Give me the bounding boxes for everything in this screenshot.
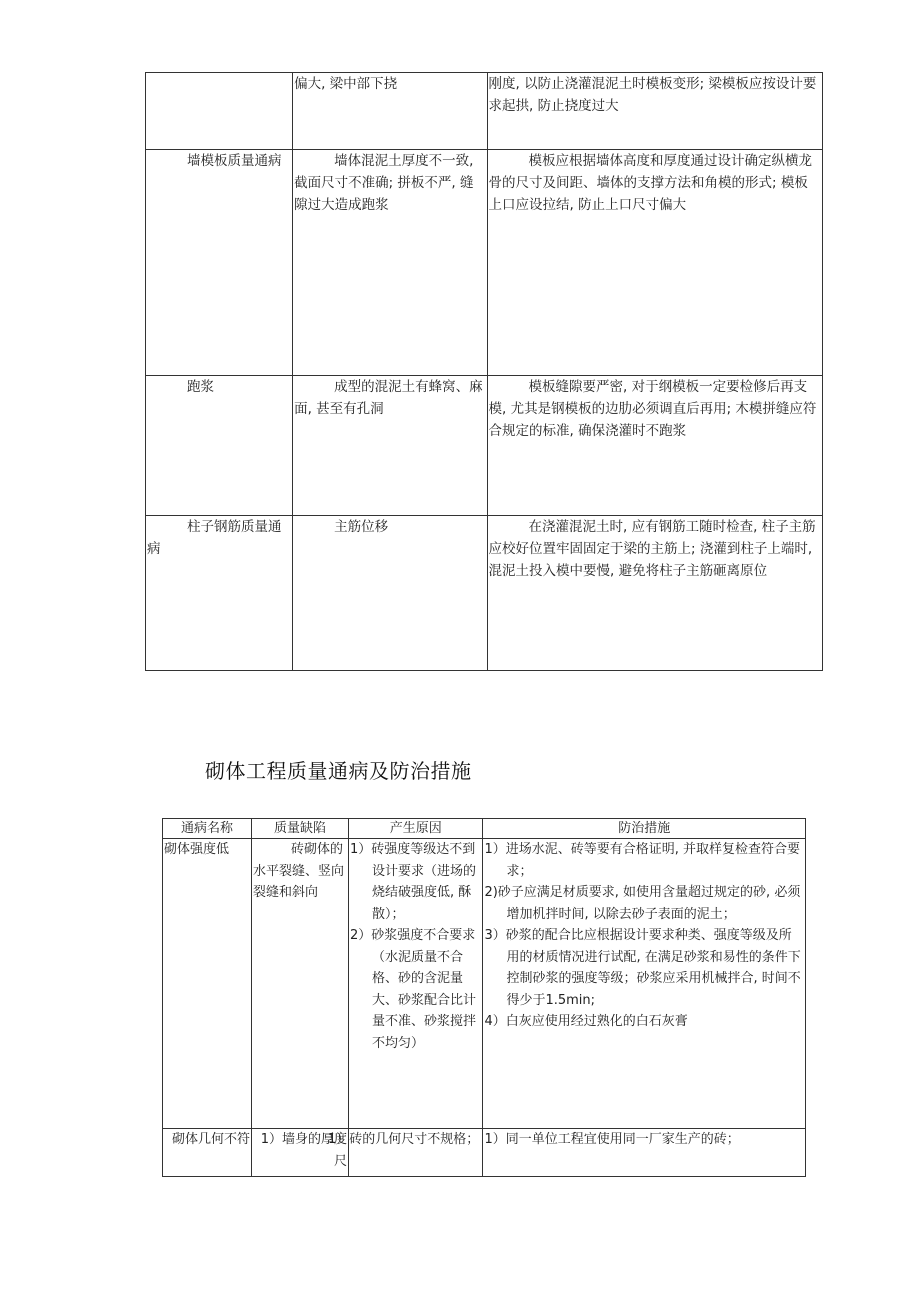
defect-name-text: 跑浆 [187, 379, 214, 395]
formwork-defects-table [145, 72, 823, 671]
column-header: 防治措施 [483, 819, 806, 839]
defect-description-cell: 偏大, 梁中部下挠 [293, 73, 487, 150]
defect-description-cell: 1）墙身的厚度尺 [251, 1129, 348, 1177]
table-row [163, 839, 806, 1129]
defect-name-cell: 砌体几何不符 [163, 1129, 252, 1177]
prevention-measure-text: 在浇灌混泥土时, 应有钢筋工随时检查, 柱子主筋应校好位置牢固固定于梁的主筋上; 浇灌到柱子上端时, 混泥土投入模中要慢, 避免将柱子主筋砸离原位 [488, 519, 816, 579]
cause-cell [349, 839, 483, 1129]
defect-description-text: 主筋位移 [334, 519, 389, 535]
prevention-measure-cell [487, 376, 823, 516]
prevention-measure-text: 模板缝隙要严密, 对于纲模板一定要检修后再支模, 尤其是钢模板的边肋必须调直后再用; 木模拼缝应符合规定的标准, 确保浇灌时不跑浆 [488, 379, 817, 439]
prevention-measure-cell [487, 516, 823, 671]
defect-name-cell [146, 73, 293, 150]
defect-description-text: 砖砌体的水平裂缝、竖向裂缝和斜向 [252, 842, 344, 900]
defect-description-cell [293, 150, 487, 376]
defect-name-cell [146, 516, 293, 671]
masonry-defects-table [162, 818, 806, 1177]
defect-name-cell: 砌体强度低 [163, 839, 252, 1129]
measure-item: 1）进场水泥、砖等要有合格证明, 并取样复检查符合要求； [484, 842, 800, 879]
table-row [146, 516, 823, 671]
defect-description-cell [293, 516, 487, 671]
measure-item: 4）白灰应使用经过熟化的白石灰膏 [484, 1014, 688, 1029]
defect-name-text: 墙模板质量通病 [187, 153, 282, 169]
cause-cell: 1）砖的几何尺寸不规格； [349, 1129, 483, 1177]
table-header-row [163, 819, 806, 839]
prevention-measure-cell: 刚度, 以防止浇灌混泥土时模板变形; 梁模板应按设计要求起拱, 防止挠度过大 [487, 73, 823, 150]
measure-item: 2)砂子应满足材质要求, 如使用含量超过规定的砂, 必须增加机拌时间, 以除去砂子表面的泥土； [484, 885, 801, 922]
section-title: 砌体工程质量通病及防治措施 [205, 759, 472, 783]
measure-item: 3）砂浆的配合比应根据设计要求种类、强度等级及所用的材质情况进行试配, 在满足砂浆和易性的条件下控制砂浆的强度等级；砂浆应采用机械拌合, 时间不得少于1.5min; [484, 928, 801, 1008]
defect-description-text: 成型的混泥土有蜂窝、麻面, 甚至有孔洞 [294, 379, 483, 417]
table-row [163, 1129, 806, 1177]
prevention-measure-cell [483, 839, 806, 1129]
defect-description-text: 墙体混泥土厚度不一致, 截面尺寸不准确; 拼板不严, 缝隙过大造成跑浆 [294, 153, 474, 213]
defect-description-cell [251, 839, 348, 1129]
defect-description-cell [293, 376, 487, 516]
cause-item: 1）砖强度等级达不到设计要求（进场的烧结破强度低, 酥散）； [350, 842, 477, 922]
table-row [146, 73, 823, 150]
cause-item: 2）砂浆强度不合要求（水泥质量不合格、砂的含泥量大、砂浆配合比计量不准、砂浆搅拌不均匀） [350, 928, 477, 1051]
prevention-measure-text: 模板应根据墙体高度和厚度通过设计确定纵横龙骨的尺寸及间距、墙体的支撑方法和角模的形式; 模板上口应设拉结, 防止上口尺寸偏大 [488, 153, 812, 213]
prevention-measure-cell [487, 150, 823, 376]
defect-name-cell [146, 150, 293, 376]
defect-name-cell [146, 376, 293, 516]
column-header: 质量缺陷 [251, 819, 348, 839]
table-row [146, 376, 823, 516]
column-header: 通病名称 [163, 819, 252, 839]
column-header: 产生原因 [349, 819, 483, 839]
table-row [146, 150, 823, 376]
defect-name-text: 柱子钢筋质量通病 [147, 519, 282, 557]
prevention-measure-cell: 1）同一单位工程宜使用同一厂家生产的砖； [483, 1129, 806, 1177]
